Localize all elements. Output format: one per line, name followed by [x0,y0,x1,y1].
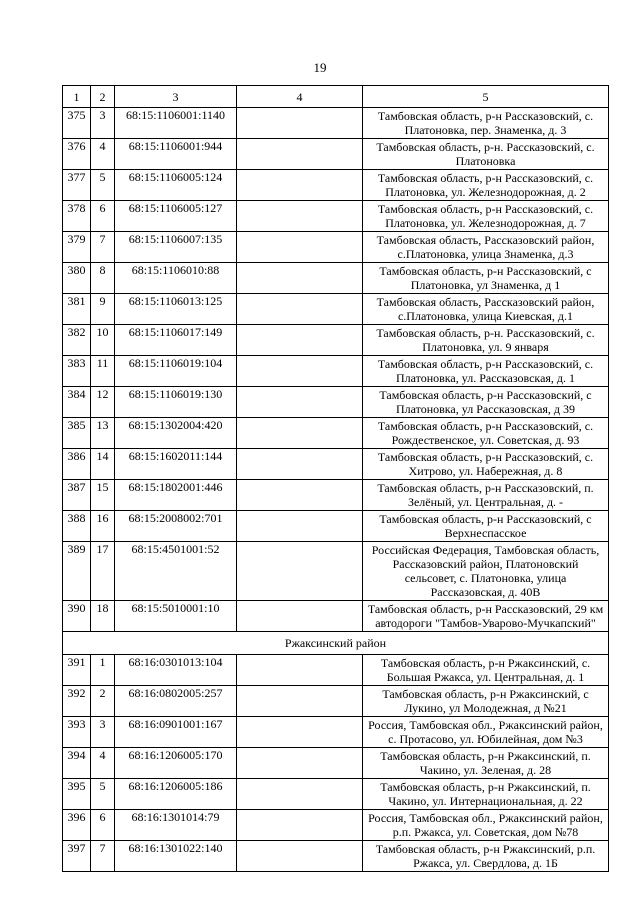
column-header: 1 [63,86,91,108]
sub-number-cell: 4 [91,139,115,170]
row-number-cell: 380 [63,263,91,294]
row-number-cell: 375 [63,108,91,139]
row-number-cell: 395 [63,779,91,810]
cadastral-number-cell: 68:15:1106019:104 [115,356,237,387]
table-row [63,232,609,263]
address-cell: Тамбовская область, р-н Ржаксинский, п. Чакино, ул. Зеленая, д. 28 [363,748,609,779]
address-cell: Тамбовская область, р-н Рассказовский, с Верхнеспасское [363,511,609,542]
column-4-cell [237,717,363,748]
address-cell: Россия, Тамбовская обл., Ржаксинский район, с. Протасово, ул. Юбилейная, дом №3 [363,717,609,748]
column-header: 2 [91,86,115,108]
row-number-cell: 397 [63,841,91,872]
cadastral-number-cell: 68:15:1106007:135 [115,232,237,263]
sub-number-cell: 14 [91,449,115,480]
row-number-cell: 394 [63,748,91,779]
table-row [63,748,609,779]
sub-number-cell: 15 [91,480,115,511]
column-4-cell [237,601,363,632]
cadastral-number-cell: 68:15:1106001:944 [115,139,237,170]
column-4-cell [237,294,363,325]
cadastral-number-cell: 68:15:1802001:446 [115,480,237,511]
address-cell: Тамбовская область, р-н Рассказовский, с. Хитрово, ул. Набережная, д. 8 [363,449,609,480]
cadastral-number-cell: 68:15:1602011:144 [115,449,237,480]
row-number-cell: 393 [63,717,91,748]
sub-number-cell: 5 [91,170,115,201]
column-4-cell [237,686,363,717]
column-header: 4 [237,86,363,108]
sub-number-cell: 8 [91,263,115,294]
row-number-cell: 383 [63,356,91,387]
column-4-cell [237,511,363,542]
row-number-cell: 384 [63,387,91,418]
table-row [63,480,609,511]
row-number-cell: 378 [63,201,91,232]
table-body [63,86,609,872]
cadastral-number-cell: 68:15:5010001:10 [115,601,237,632]
column-4-cell [237,542,363,601]
column-4-cell [237,325,363,356]
sub-number-cell: 1 [91,655,115,686]
cadastral-number-cell: 68:15:1302004:420 [115,418,237,449]
row-number-cell: 385 [63,418,91,449]
column-4-cell [237,480,363,511]
sub-number-cell: 7 [91,232,115,263]
column-4-cell [237,655,363,686]
address-cell: Тамбовская область, р-н. Рассказовский, с. Платоновка, ул. 9 января [363,325,609,356]
row-number-cell: 387 [63,480,91,511]
address-cell: Тамбовская область, р-н Рассказовский, с. Платоновка, пер. Знаменка, д. 3 [363,108,609,139]
page-number: 19 [313,60,327,75]
row-number-cell: 390 [63,601,91,632]
address-cell: Российская Федерация, Тамбовская область, Рассказовский район, Платоновский сельсовет, с. Платоновка, улица Рассказовская, д. 40В [363,542,609,601]
cadastral-number-cell: 68:16:1206005:186 [115,779,237,810]
table-row [63,717,609,748]
cadastral-number-cell: 68:16:1301014:79 [115,810,237,841]
cadastral-number-cell: 68:15:1106005:124 [115,170,237,201]
column-4-cell [237,263,363,294]
address-cell: Тамбовская область, р-н Рассказовский, п. Зелёный, ул. Центральная, д. - [363,480,609,511]
column-4-cell [237,841,363,872]
table-row [63,170,609,201]
cadastral-number-cell: 68:15:1106001:1140 [115,108,237,139]
table-row [63,356,609,387]
table-row [63,601,609,632]
table-row [63,810,609,841]
column-number-header-row [63,86,609,108]
column-4-cell [237,108,363,139]
sub-number-cell: 10 [91,325,115,356]
table-row [63,449,609,480]
sub-number-cell: 7 [91,841,115,872]
address-cell: Тамбовская область, р-н Ржаксинский, р.п. Ржакса, ул. Свердлова, д. 1Б [363,841,609,872]
cadastral-number-cell: 68:16:0901001:167 [115,717,237,748]
row-number-cell: 396 [63,810,91,841]
table-row [63,841,609,872]
cadastral-number-cell: 68:15:1106017:149 [115,325,237,356]
sub-number-cell: 5 [91,779,115,810]
column-4-cell [237,418,363,449]
address-cell: Тамбовская область, р-н Рассказовский, 29 км автодороги "Тамбов-Уварово-Мучкапский" [363,601,609,632]
column-4-cell [237,170,363,201]
table-row [63,325,609,356]
address-cell: Тамбовская область, Рассказовский район, с.Платоновка, улица Знаменка, д.3 [363,232,609,263]
column-4-cell [237,748,363,779]
column-4-cell [237,201,363,232]
column-header: 5 [363,86,609,108]
cadastral-number-cell: 68:16:0802005:257 [115,686,237,717]
table-row [63,542,609,601]
sub-number-cell: 11 [91,356,115,387]
row-number-cell: 382 [63,325,91,356]
table-row [63,686,609,717]
row-number-cell: 388 [63,511,91,542]
row-number-cell: 376 [63,139,91,170]
sub-number-cell: 16 [91,511,115,542]
property-registry-table [62,85,609,872]
column-4-cell [237,387,363,418]
column-4-cell [237,810,363,841]
cadastral-number-cell: 68:16:0301013:104 [115,655,237,686]
sub-number-cell: 17 [91,542,115,601]
table-row [63,655,609,686]
sub-number-cell: 9 [91,294,115,325]
column-4-cell [237,779,363,810]
address-cell: Тамбовская область, р-н Рассказовский, с. Платоновка, ул. Рассказовская, д. 1 [363,356,609,387]
row-number-cell: 392 [63,686,91,717]
district-section-title: Ржаксинский район [63,632,609,655]
sub-number-cell: 4 [91,748,115,779]
address-cell: Тамбовская область, р-н Ржаксинский, с Лукино, ул Молодежная, д №21 [363,686,609,717]
address-cell: Тамбовская область, р-н Рассказовский, с. Платоновка, ул. Железнодорожная, д. 2 [363,170,609,201]
cadastral-number-cell: 68:15:2008002:701 [115,511,237,542]
row-number-cell: 379 [63,232,91,263]
column-4-cell [237,139,363,170]
row-number-cell: 389 [63,542,91,601]
row-number-cell: 377 [63,170,91,201]
sub-number-cell: 13 [91,418,115,449]
column-4-cell [237,232,363,263]
address-cell: Тамбовская область, р-н Ржаксинский, с. Большая Ржакса, ул. Центральная, д. 1 [363,655,609,686]
address-cell: Тамбовская область, р-н Рассказовский, с. Платоновка, ул. Железнодорожная, д. 7 [363,201,609,232]
column-4-cell [237,356,363,387]
column-header: 3 [115,86,237,108]
address-cell: Тамбовская область, р-н. Рассказовский, с. Платоновка [363,139,609,170]
address-cell: Тамбовская область, р-н Рассказовский, с Платоновка, ул Знаменка, д 1 [363,263,609,294]
address-cell: Россия, Тамбовская обл., Ржаксинский район, р.п. Ржакса, ул. Советская, дом №78 [363,810,609,841]
sub-number-cell: 18 [91,601,115,632]
cadastral-number-cell: 68:15:1106019:130 [115,387,237,418]
cadastral-number-cell: 68:16:1206005:170 [115,748,237,779]
row-number-cell: 386 [63,449,91,480]
table-row [63,263,609,294]
table-row [63,511,609,542]
column-4-cell [237,449,363,480]
table-row [63,418,609,449]
sub-number-cell: 3 [91,108,115,139]
row-number-cell: 391 [63,655,91,686]
district-section-row [63,632,609,655]
table-row [63,108,609,139]
table-row [63,387,609,418]
address-cell: Тамбовская область, Рассказовский район, с.Платоновка, улица Киевская, д.1 [363,294,609,325]
address-cell: Тамбовская область, р-н Рассказовский, с. Рождественское, ул. Советская, д. 93 [363,418,609,449]
row-number-cell: 381 [63,294,91,325]
table-row [63,139,609,170]
cadastral-number-cell: 68:15:1106010:88 [115,263,237,294]
sub-number-cell: 2 [91,686,115,717]
sub-number-cell: 6 [91,201,115,232]
cadastral-number-cell: 68:15:1106013:125 [115,294,237,325]
cadastral-number-cell: 68:15:4501001:52 [115,542,237,601]
table-row [63,779,609,810]
sub-number-cell: 3 [91,717,115,748]
table-row [63,201,609,232]
sub-number-cell: 12 [91,387,115,418]
address-cell: Тамбовская область, р-н Рассказовский, с Платоновка, ул Рассказовская, д 39 [363,387,609,418]
table-row [63,294,609,325]
cadastral-number-cell: 68:15:1106005:127 [115,201,237,232]
address-cell: Тамбовская область, р-н Ржаксинский, п. Чакино, ул. Интернациональная, д. 22 [363,779,609,810]
sub-number-cell: 6 [91,810,115,841]
cadastral-number-cell: 68:16:1301022:140 [115,841,237,872]
